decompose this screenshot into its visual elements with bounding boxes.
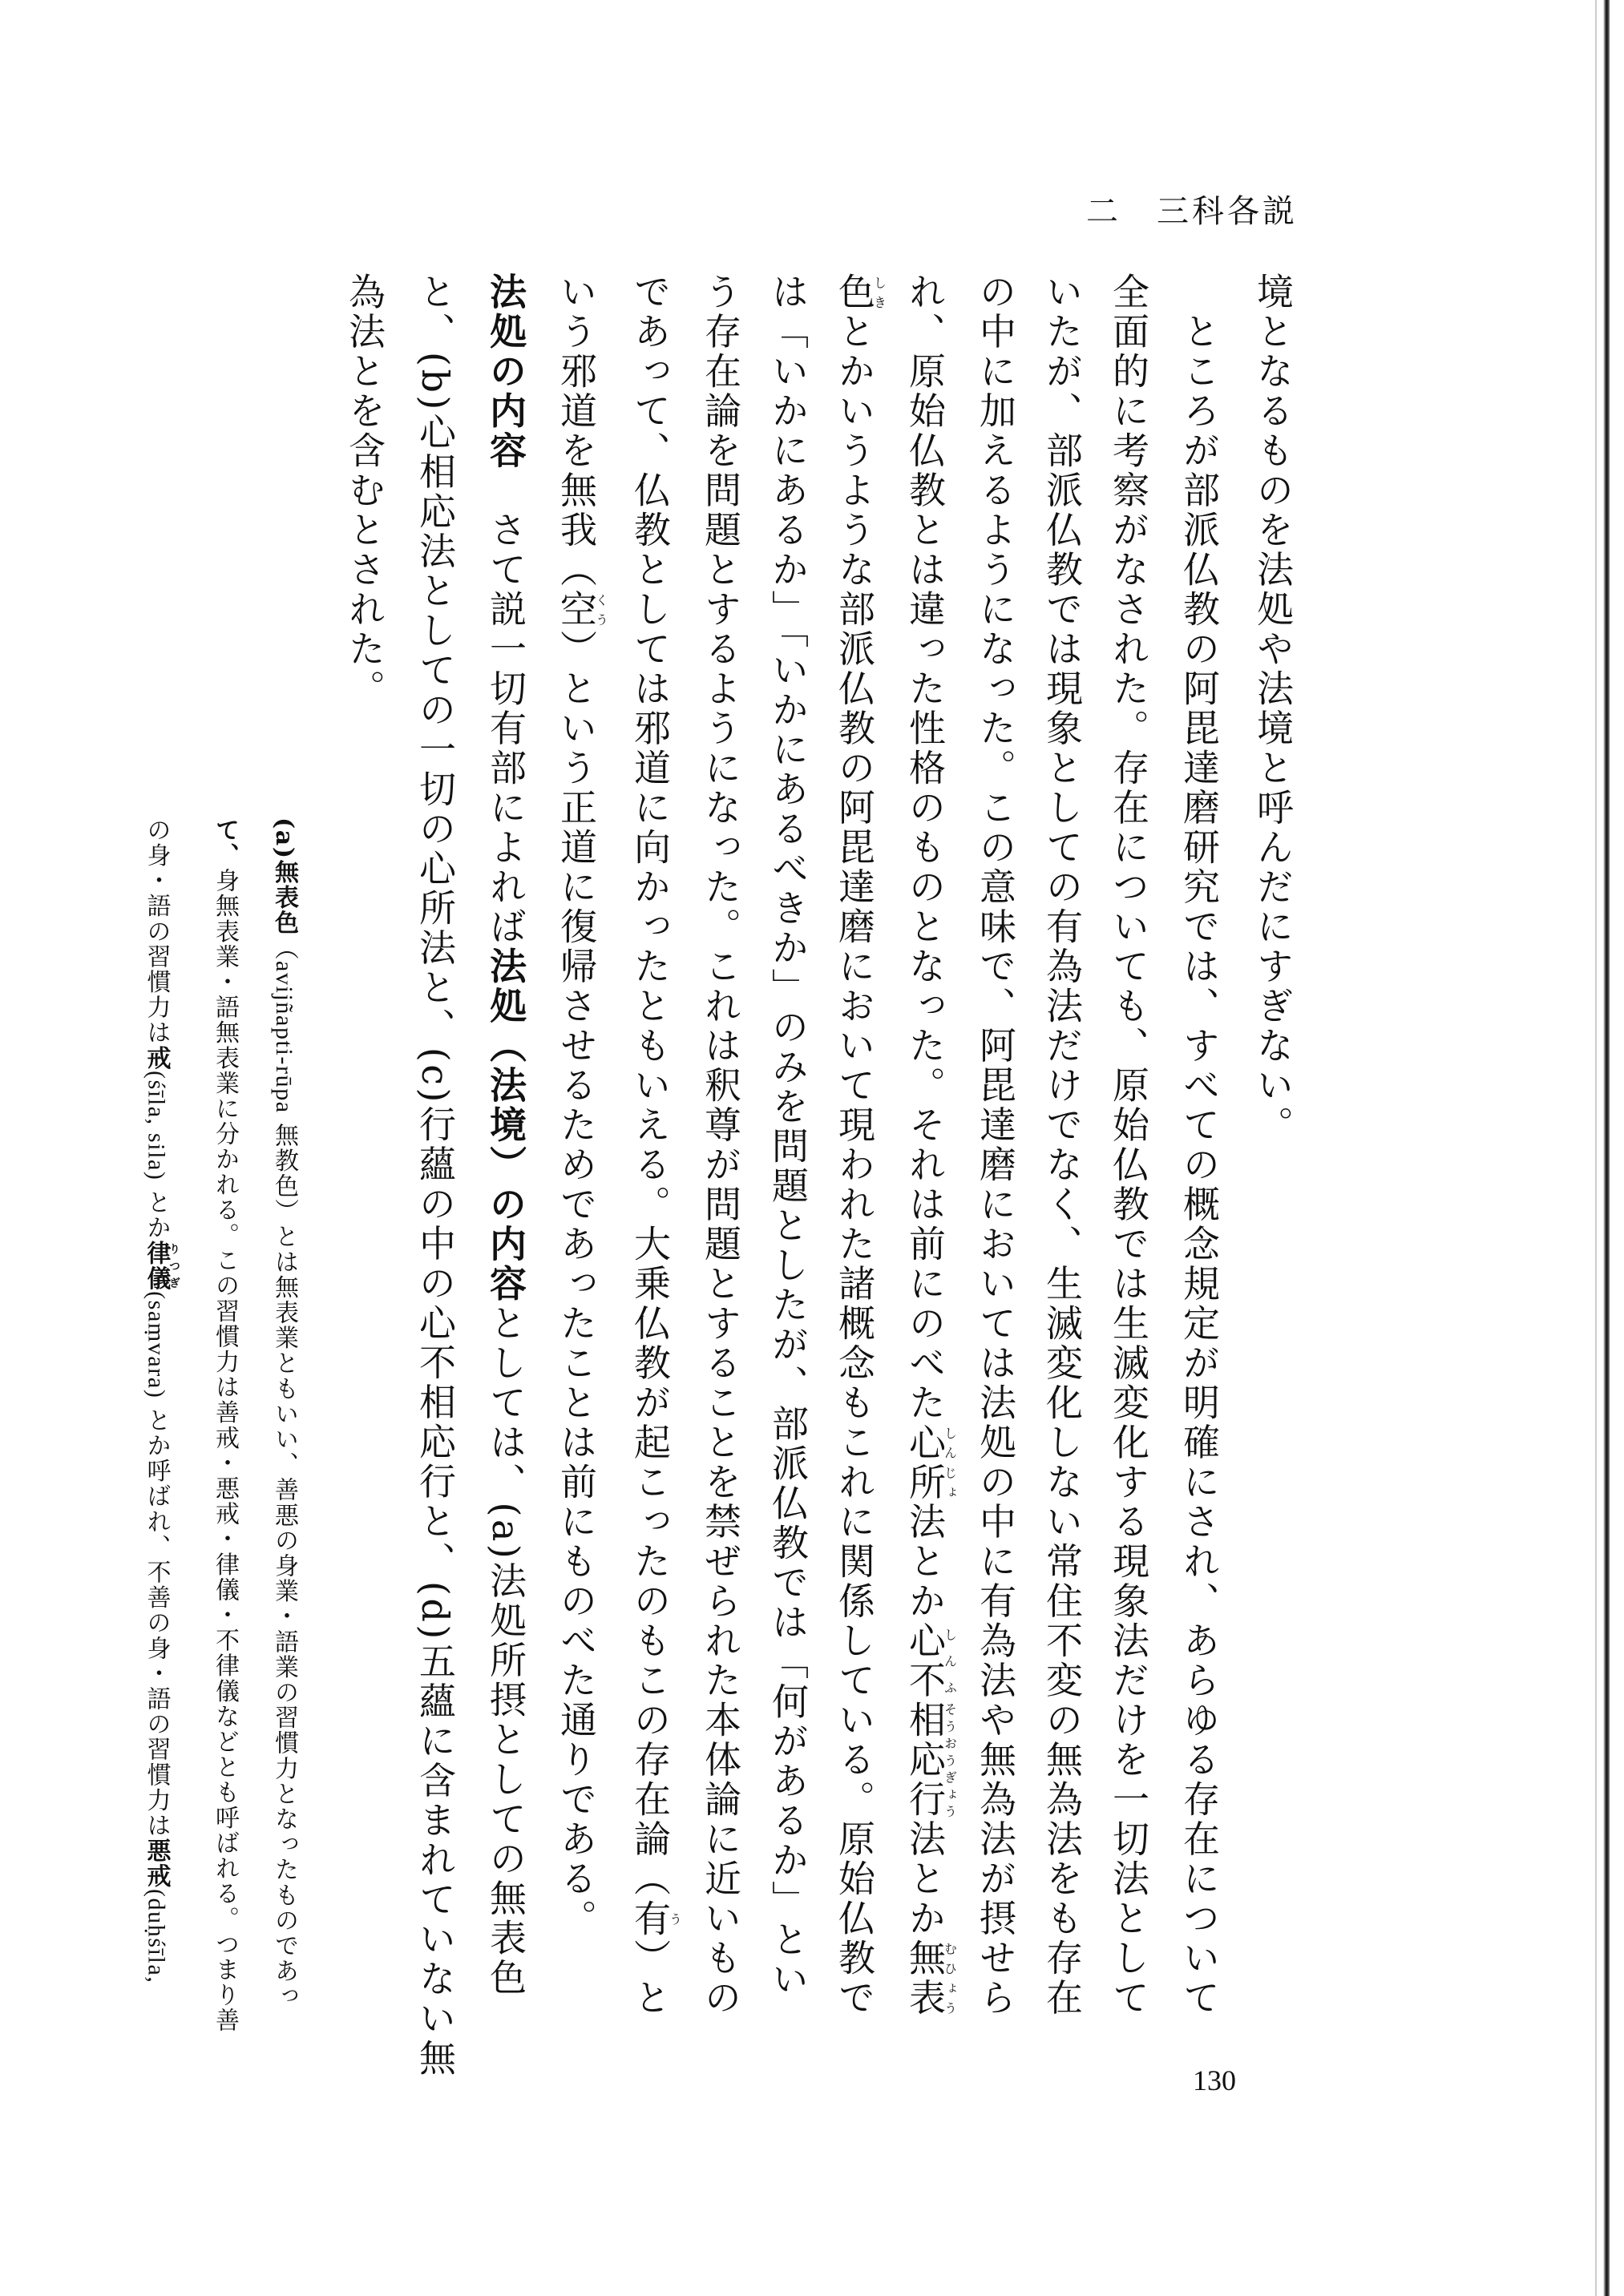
text-segment: とか xyxy=(142,1180,171,1241)
note-term: て、 xyxy=(211,817,239,869)
text-segment: 法とか xyxy=(903,1819,947,1939)
ruby-word xyxy=(903,1939,958,2018)
text-column: の中に加えるようになった。この意味で、阿毘達磨においては法処の中に有為法や無為法が摂せら xyxy=(974,272,1017,2018)
ruby-word xyxy=(833,272,887,313)
text-segment: ）という正道に復帰させるためであったことは前にものべた通りである。 xyxy=(555,629,598,1939)
ruby-reading: むひょう xyxy=(942,1939,958,2018)
text-column: いたが、部派仏教では現象としての有為法だけでなく、生滅変化しない常住不変の無為法をも存在 xyxy=(1040,272,1084,2018)
ruby-word xyxy=(903,1422,958,1503)
text-segment: の身・語の習慣力は xyxy=(142,817,171,1046)
text-column: と、(b)心相応法としての一切の心所法と、(c)行蘊の中の心不相応行と、(d)五蘊に含まれていない無 xyxy=(414,272,457,2079)
text-segment: とかいうような部派仏教の阿毘達磨において現われた諸概念もこれに関係している。原始仏教で xyxy=(833,312,876,2018)
ruby-base: 空 xyxy=(555,590,598,630)
note-term: 戒 xyxy=(142,1045,171,1071)
ruby-word xyxy=(555,590,609,630)
ruby-word xyxy=(142,1240,180,1292)
bold-term: 法処（法境）の内容 xyxy=(484,946,527,1304)
text-column: 境となるものを法処や法境と呼んだにすぎない。 xyxy=(1251,272,1295,1145)
ruby-reading: しんじょ xyxy=(942,1422,958,1503)
text-column: ところが部派仏教の阿毘達磨研究では、すべての概念規定が明確にされ、あらゆる存在について xyxy=(1178,272,1221,2018)
sanskrit-term: (saṃvara) xyxy=(143,1291,170,1399)
text-segment: とか呼ばれ、不善の身・語の習慣力は xyxy=(142,1398,171,1838)
text-segment: であって、仏教としては邪道に向かったともいえる。大乗仏教が起こったのもこの存在論（ xyxy=(628,272,672,1899)
section-heading: 法処の内容 xyxy=(484,272,527,471)
ruby-reading: しき xyxy=(871,272,887,313)
ruby-base: 律儀 xyxy=(142,1240,171,1292)
text-segment: いう邪道を無我（ xyxy=(555,272,598,590)
ruby-word xyxy=(628,1899,683,1939)
sanskrit-term: avijñapti-rūpa xyxy=(271,961,297,1114)
scan-edge xyxy=(1603,0,1610,2296)
text-segment: れ、原始仏教とは違った性格のものとなった。それは前にのべた xyxy=(903,272,947,1423)
note-column xyxy=(135,817,180,1984)
ruby-reading: う xyxy=(667,1899,683,1939)
text-segment: ）と xyxy=(628,1939,672,2018)
note-term: (a)無表色 xyxy=(270,817,298,936)
note-column xyxy=(261,817,306,2009)
text-column: 全面的に考察がなされた。存在についても、原始仏教では生滅変化する現象法だけを一切法として xyxy=(1107,272,1150,2018)
text-column: は「いかにあるか」「いかにあるべきか」のみを問題としたが、部派仏教では「何があるか」とい xyxy=(766,272,810,1999)
ruby-word xyxy=(903,1701,958,1820)
text-column xyxy=(618,272,682,2018)
text-column xyxy=(544,272,608,1939)
ruby-word xyxy=(903,1621,958,1701)
ruby-reading: りつぎ xyxy=(168,1240,180,1292)
text-column: う存在論を問題とするようになった。これは釈尊が問題とすることを禁ぜられた本体論に近いもの xyxy=(699,272,742,2018)
ruby-base: 色 xyxy=(833,272,876,313)
text-column xyxy=(474,272,538,1998)
note-column xyxy=(202,817,247,2033)
text-column: 為法とを含むとされた。 xyxy=(343,272,386,709)
scan-shadow xyxy=(1595,0,1597,2296)
text-segment: 身無表業・語無表業に分かれる。この習慣力は善戒・悪戒・律儀・不律儀などとも呼ばれる。つまり善 xyxy=(211,868,239,2033)
ruby-reading: くう xyxy=(593,590,609,630)
sanskrit-term: (duḥśīla, xyxy=(143,1888,170,1984)
page-number: 130 xyxy=(1193,2064,1236,2096)
ruby-reading: しんふ xyxy=(942,1621,958,1701)
ruby-base: 有 xyxy=(628,1899,672,1939)
ruby-base: 心所 xyxy=(903,1422,947,1503)
ruby-reading: そうおうぎょう xyxy=(942,1701,958,1820)
ruby-base: 無表 xyxy=(903,1939,947,2018)
ruby-base: 相応行 xyxy=(903,1701,947,1820)
text-segment: 無教色）とは無表業ともいい、善悪の身業・語業の習慣力となったものであっ xyxy=(270,1113,298,2009)
running-header: 二 三科各説 xyxy=(1086,193,1298,230)
text-segment: 法とか xyxy=(903,1502,947,1621)
ruby-base: 心不 xyxy=(903,1621,947,1701)
text-column xyxy=(822,272,887,2018)
text-column xyxy=(893,272,957,2018)
text-segment: さて説一切有部によれば xyxy=(484,470,527,947)
sanskrit-term: (śīla, sila) xyxy=(143,1071,170,1181)
note-term: 悪戒 xyxy=(142,1838,171,1889)
text-segment: （ xyxy=(270,935,298,962)
text-segment: としては、(a)法処所摂としての無表色 xyxy=(484,1304,527,1998)
